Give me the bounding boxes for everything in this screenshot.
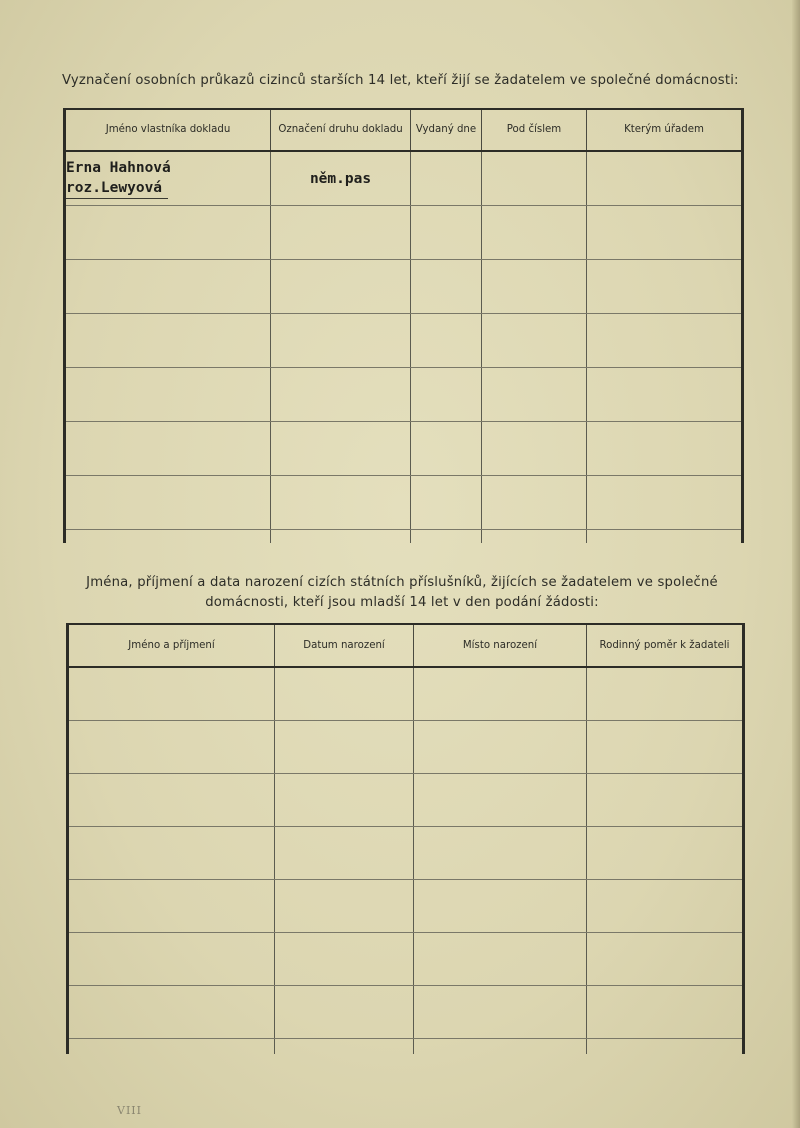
table-cell [482,529,587,543]
table-cell [587,529,743,543]
table-cell[interactable] [414,773,587,826]
table-cell[interactable] [65,367,271,421]
col-birth-place: Místo narození [414,624,587,667]
table-cell[interactable] [271,421,411,475]
table-cell[interactable] [587,667,744,720]
table-header-row [65,109,743,151]
col-document-type: Označení druhu dokladu [271,109,411,151]
table-row [65,421,743,475]
table-cell[interactable] [587,259,743,313]
table-cell [587,1038,744,1054]
table-cell [271,529,411,543]
table-cell[interactable] [587,932,744,985]
table-cell[interactable] [411,367,482,421]
table-cell[interactable] [411,205,482,259]
table-row [65,529,743,543]
table-cell[interactable] [411,259,482,313]
table-cell[interactable] [587,826,744,879]
document-number-cell[interactable] [482,151,587,205]
table-cell [68,1038,275,1054]
col-full-name: Jméno a příjmení [68,624,275,667]
table-cell[interactable] [587,205,743,259]
table-cell[interactable] [587,985,744,1038]
table-cell[interactable] [587,313,743,367]
table-cell[interactable] [65,205,271,259]
table-cell[interactable] [587,367,743,421]
table-row [65,313,743,367]
owner-name-cell[interactable] [65,151,271,205]
table-row [68,1038,744,1054]
table-cell[interactable] [411,475,482,529]
table-row [65,151,743,205]
table-row [68,667,744,720]
col-birth-date: Datum narození [275,624,414,667]
table-cell[interactable] [65,313,271,367]
table-row [65,205,743,259]
table-row [65,367,743,421]
id-documents-table [63,108,744,543]
col-issued-date: Vydaný dne [411,109,482,151]
table-cell[interactable] [414,667,587,720]
table-cell[interactable] [275,879,414,932]
table-cell[interactable] [275,773,414,826]
table-cell[interactable] [414,985,587,1038]
table-cell[interactable] [414,826,587,879]
table-row [68,932,744,985]
table-row [65,259,743,313]
issuing-office-cell[interactable] [587,151,743,205]
table-cell[interactable] [275,932,414,985]
col-issuing-office: Kterým úřadem [587,109,743,151]
table-cell[interactable] [411,421,482,475]
owner-name-line1: Erna Hahnová [66,159,171,176]
children-table [66,623,745,1054]
table-cell[interactable] [65,421,271,475]
table-cell[interactable] [68,826,275,879]
table-cell[interactable] [482,421,587,475]
table-row [65,475,743,529]
table-cell[interactable] [275,826,414,879]
table-cell[interactable] [482,367,587,421]
table-cell [411,529,482,543]
table-cell[interactable] [275,667,414,720]
table-cell[interactable] [65,475,271,529]
table-cell[interactable] [587,773,744,826]
table-cell[interactable] [271,475,411,529]
col-owner-name: Jméno vlastníka dokladu [65,109,271,151]
table-cell[interactable] [68,720,275,773]
table-cell[interactable] [271,313,411,367]
document-type-cell[interactable] [271,151,411,205]
table-cell[interactable] [587,720,744,773]
table-cell[interactable] [68,879,275,932]
col-document-number: Pod číslem [482,109,587,151]
table-cell[interactable] [68,667,275,720]
table-row [68,985,744,1038]
table-cell[interactable] [414,720,587,773]
table-cell[interactable] [65,259,271,313]
table-cell[interactable] [411,313,482,367]
table-cell[interactable] [482,205,587,259]
table-cell[interactable] [482,313,587,367]
table-cell[interactable] [271,259,411,313]
table-row [68,720,744,773]
col-relationship: Rodinný poměr k žadateli [587,624,744,667]
table-cell[interactable] [414,932,587,985]
table-cell[interactable] [587,879,744,932]
table-cell[interactable] [482,475,587,529]
footer-mark: VIII [117,1104,142,1117]
table-cell[interactable] [275,720,414,773]
section1-heading: Vyznačení osobních průkazů cizinců starších 14 let, kteří žijí se žadatelem ve společné domácnosti: [62,73,739,88]
section2-heading: Jména, příjmení a data narození cizích státních příslušníků, žijících se žadatelem ve společné domácnosti, kteří jsou mladší 14 let v den podání žádosti: [86,575,718,610]
table-header-row [68,624,744,667]
issued-date-cell[interactable] [411,151,482,205]
table-cell[interactable] [587,421,743,475]
table-row [68,879,744,932]
table-cell[interactable] [271,205,411,259]
table-cell[interactable] [275,985,414,1038]
table-row [68,826,744,879]
owner-name-line2: roz.Lewyová [66,178,168,199]
table-cell[interactable] [414,879,587,932]
table-cell[interactable] [587,475,743,529]
document-type-value: něm.pas [309,170,372,187]
table-cell [275,1038,414,1054]
table-cell[interactable] [68,985,275,1038]
table-cell[interactable] [482,259,587,313]
table-cell[interactable] [68,773,275,826]
table-cell[interactable] [271,367,411,421]
page-edge [792,0,800,1128]
table-cell [65,529,271,543]
table-cell [414,1038,587,1054]
table-cell[interactable] [68,932,275,985]
table-row [68,773,744,826]
